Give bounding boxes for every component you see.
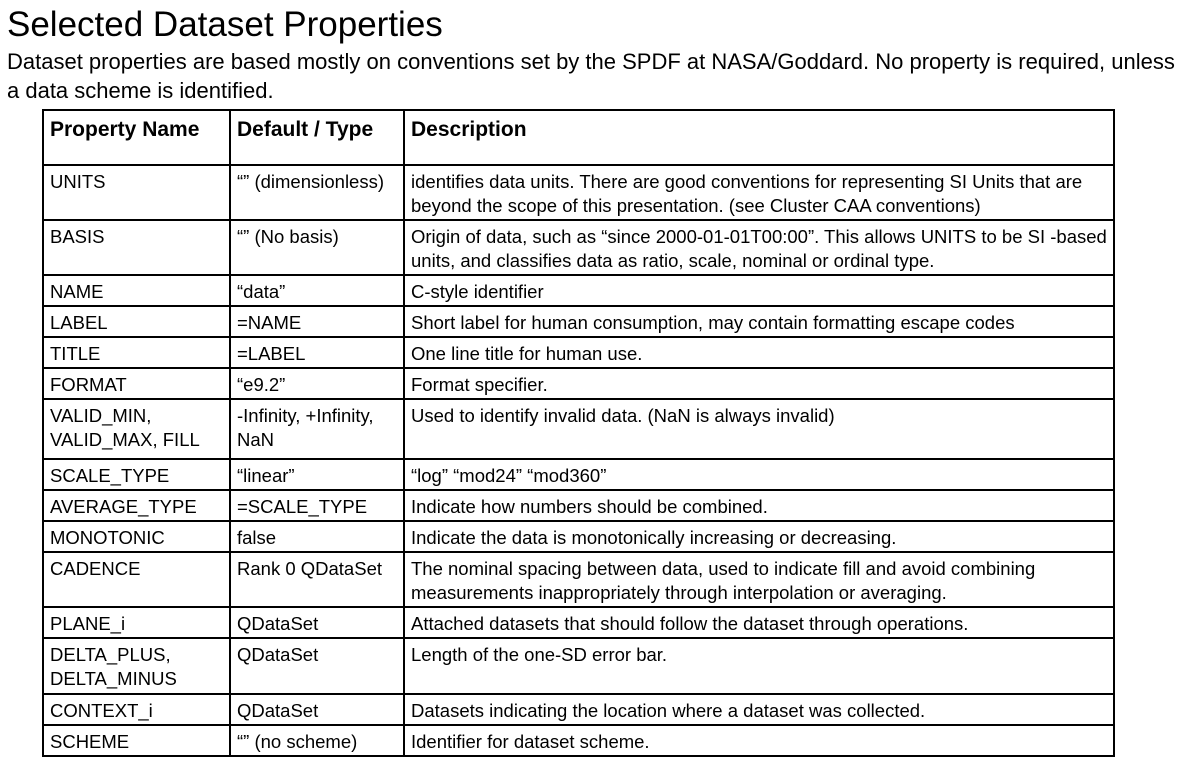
property-name-cell: BASIS	[43, 220, 230, 275]
table-row	[43, 306, 1114, 337]
property-name-cell: TITLE	[43, 337, 230, 368]
table-row	[43, 165, 1114, 220]
description-cell: Short label for human consumption, may contain formatting escape codes	[404, 306, 1114, 337]
property-name-cell: VALID_MIN, VALID_MAX, FILL	[43, 399, 230, 459]
default-type-cell: “e9.2”	[230, 368, 404, 399]
property-name-cell: CADENCE	[43, 552, 230, 607]
default-type-cell: QDataSet	[230, 694, 404, 725]
description-cell: Used to identify invalid data. (NaN is always invalid)	[404, 399, 1114, 459]
table-row	[43, 521, 1114, 552]
description-cell: C-style identifier	[404, 275, 1114, 306]
column-header-default-type: Default / Type	[230, 110, 404, 165]
default-type-cell: =SCALE_TYPE	[230, 490, 404, 521]
description-cell: Datasets indicating the location where a dataset was collected.	[404, 694, 1114, 725]
default-type-cell: “” (dimensionless)	[230, 165, 404, 220]
description-cell: Indicate how numbers should be combined.	[404, 490, 1114, 521]
table-row	[43, 399, 1114, 459]
default-type-cell: false	[230, 521, 404, 552]
description-cell: The nominal spacing between data, used to indicate fill and avoid combining measurements inappropriately through interpolation or averaging.	[404, 552, 1114, 607]
column-header-property-name: Property Name	[43, 110, 230, 165]
page-title: Selected Dataset Properties	[7, 5, 443, 44]
dataset-properties-table	[42, 109, 1115, 757]
default-type-cell: Rank 0 QDataSet	[230, 552, 404, 607]
description-cell: Length of the one-SD error bar.	[404, 638, 1114, 694]
table-row	[43, 220, 1114, 275]
default-type-cell: “” (no scheme)	[230, 725, 404, 756]
default-type-cell: “data”	[230, 275, 404, 306]
description-cell: “log” “mod24” “mod360”	[404, 459, 1114, 490]
property-name-cell: AVERAGE_TYPE	[43, 490, 230, 521]
table-row	[43, 368, 1114, 399]
default-type-cell: “linear”	[230, 459, 404, 490]
default-type-cell: QDataSet	[230, 607, 404, 638]
description-cell: identifies data units. There are good conventions for representing SI Units that are beyond the scope of this presentation. (see Cluster CAA conventions)	[404, 165, 1114, 220]
property-name-cell: UNITS	[43, 165, 230, 220]
description-cell: Origin of data, such as “since 2000-01-01T00:00”. This allows UNITS to be SI -based units, and classifies data as ratio, scale, nominal or ordinal type.	[404, 220, 1114, 275]
table-row	[43, 638, 1114, 694]
default-type-cell: =LABEL	[230, 337, 404, 368]
table-row	[43, 607, 1114, 638]
description-cell: Indicate the data is monotonically increasing or decreasing.	[404, 521, 1114, 552]
table-row	[43, 490, 1114, 521]
default-type-cell: “” (No basis)	[230, 220, 404, 275]
default-type-cell: -Infinity, +Infinity, NaN	[230, 399, 404, 459]
description-cell: One line title for human use.	[404, 337, 1114, 368]
intro-paragraph: Dataset properties are based mostly on conventions set by the SPDF at NASA/Goddard. No property is required, unless a data scheme is identified.	[7, 49, 1175, 103]
description-cell: Identifier for dataset scheme.	[404, 725, 1114, 756]
property-name-cell: MONOTONIC	[43, 521, 230, 552]
property-name-cell: SCALE_TYPE	[43, 459, 230, 490]
property-name-cell: DELTA_PLUS, DELTA_MINUS	[43, 638, 230, 694]
table-row	[43, 459, 1114, 490]
property-name-cell: SCHEME	[43, 725, 230, 756]
table-row	[43, 694, 1114, 725]
default-type-cell: =NAME	[230, 306, 404, 337]
property-name-cell: LABEL	[43, 306, 230, 337]
table-row	[43, 552, 1114, 607]
table-row	[43, 337, 1114, 368]
table-row	[43, 725, 1114, 756]
table-header-row	[43, 110, 1114, 165]
column-header-description: Description	[404, 110, 1114, 165]
property-name-cell: CONTEXT_i	[43, 694, 230, 725]
property-name-cell: NAME	[43, 275, 230, 306]
default-type-cell: QDataSet	[230, 638, 404, 694]
description-cell: Format specifier.	[404, 368, 1114, 399]
property-name-cell: PLANE_i	[43, 607, 230, 638]
description-cell: Attached datasets that should follow the dataset through operations.	[404, 607, 1114, 638]
property-name-cell: FORMAT	[43, 368, 230, 399]
table-row	[43, 275, 1114, 306]
